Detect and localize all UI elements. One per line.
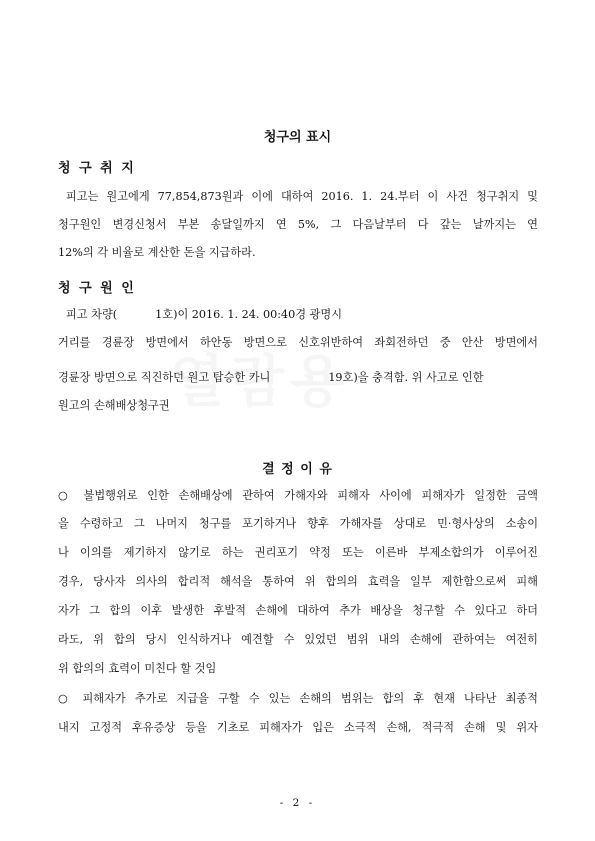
claim-purpose-line: 12%의 각 비율로 계산한 돈을 지급하라. [58,246,256,259]
decision-line: 경우, 당사자 의사의 합리적 해석을 통하여 위 합의의 효력을 일부 제한함으로써 피해 [58,575,538,588]
decision-line: 라도, 위 합의 당시 인식하거나 예견할 수 있었던 범위 내의 손해에 관하여는 여전히 [58,633,538,646]
page-number: - 2 - [279,797,316,809]
claim-cause-line-part: 경륜장 방면으로 직진하던 원고 탑승한 카니 [58,371,271,384]
claim-display-title: 청구의 표시 [263,130,332,145]
decision-line: 위 합의의 효력이 미친다 할 것임 [58,662,217,675]
decision-line: ○ 피해자가 추가로 지급을 구할 수 있는 손해의 범위는 합의 후 현재 나타난 최종적 [58,692,538,705]
claim-purpose-line: 피고는 원고에게 77,854,873원과 이에 대하여 2016. 1. 24.부터 이 사건 청구취지 및 [66,190,538,203]
claim-cause-line: 거리를 경륜장 방면에서 하안동 방면으로 신호위반하여 좌회전하던 중 안산 방면에서 [58,336,538,349]
claim-cause-line-part: 19호)을 충격함. 위 사고로 인한 [328,371,484,384]
claim-cause-heading: 청 구 원 인 [58,281,136,296]
decision-line: ○ 불법행위로 인한 손해배상에 관하여 가해자와 피해자 사이에 피해자가 일정한 금액 [58,489,538,502]
claim-cause-line: 원고의 손해배상청구권 [58,399,170,412]
claim-cause-line [58,371,538,385]
decision-line: 자가 그 합의 이후 발생한 후발적 손해에 대하여 추가 배상을 청구할 수 있다고 하더 [58,604,538,617]
claim-cause-line-part: 1호)이 2016. 1. 24. 00:40경 광명시 [155,308,342,321]
decision-line: 을 수령하고 그 나머지 청구를 포기하거나 향후 가해자를 상대로 민·형사상의 소송이 [58,517,538,530]
claim-cause-line [66,308,538,322]
claim-purpose-line: 청구원인 변경신청서 부본 송달일까지 연 5%, 그 다음날부터 다 갚는 날까지는 연 [58,218,538,231]
decision-line: 내지 고정적 후유증상 등을 기초로 피해자가 입은 소극적 손해, 적극적 손해 및 위자 [58,721,538,734]
decision-reasons-title: 결 정 이 유 [262,462,333,477]
claim-purpose-heading: 청 구 취 지 [58,161,136,176]
claim-cause-line-part: 피고 차량( [66,308,118,321]
decision-line: 나 이의를 제기하지 않기로 하는 권리포기 약정 또는 이른바 부제소합의가 이루어진 [58,546,538,559]
